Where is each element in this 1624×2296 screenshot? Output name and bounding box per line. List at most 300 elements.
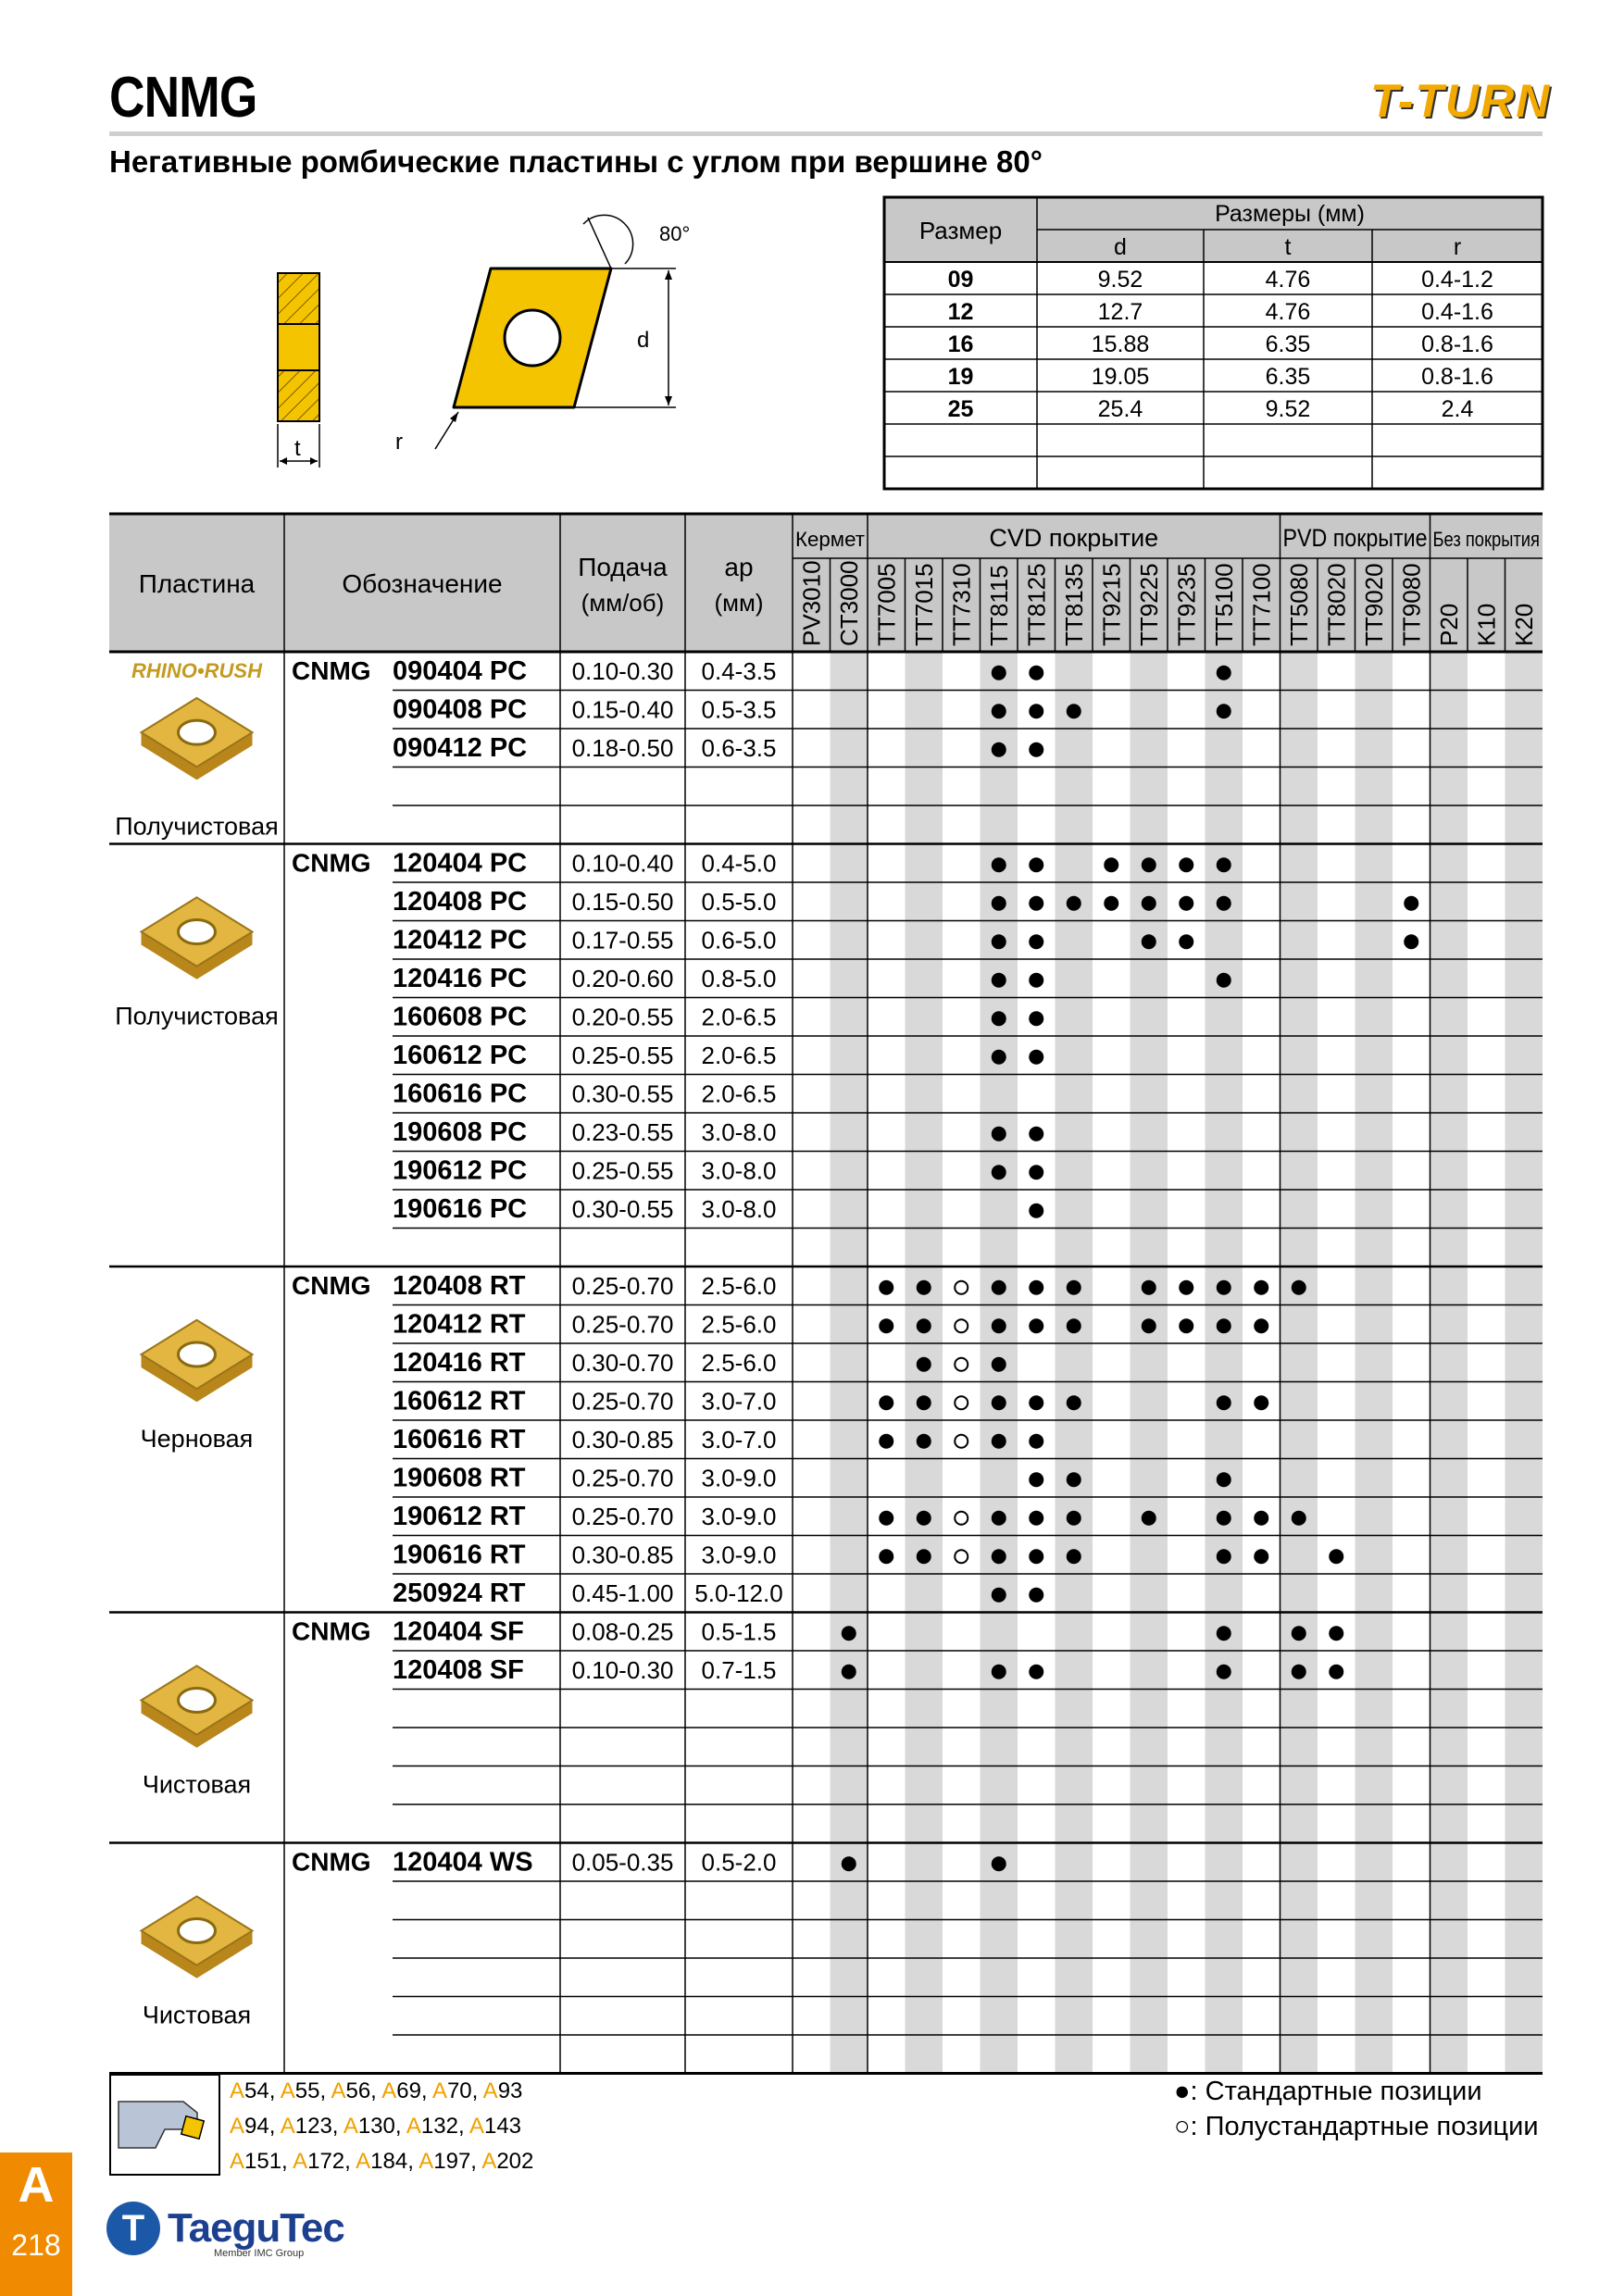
feed-value: 0.17-0.55 (571, 926, 674, 955)
page-reference-link[interactable]: A93 (482, 2078, 523, 2103)
standard-dot (992, 1549, 1006, 1564)
designation-code: 190608 PC (393, 1117, 528, 1147)
ap-value: 3.0-9.0 (701, 1541, 777, 1569)
standard-dot (1142, 1511, 1156, 1526)
ap-value: 3.0-8.0 (701, 1156, 777, 1185)
ap-value: 0.5-2.0 (701, 1848, 777, 1877)
feed-value: 0.08-0.25 (571, 1617, 674, 1646)
standard-dot (1292, 1280, 1306, 1295)
standard-dot (1029, 1204, 1043, 1218)
grade-name: TT9235 (1172, 563, 1201, 646)
header-plate: Пластина (138, 569, 256, 598)
reference-section-letter: A (468, 2114, 484, 2139)
standard-dot (1029, 857, 1043, 872)
section-label: Чистовая (142, 1770, 252, 1799)
standard-dot (992, 1588, 1006, 1603)
standard-dot (879, 1434, 893, 1449)
insert-hole (179, 1689, 216, 1713)
standard-dot (842, 1665, 856, 1679)
standard-dot (1179, 857, 1193, 872)
reference-section-letter: A (331, 2078, 346, 2103)
reference-section-letter: A (482, 2078, 498, 2103)
section-tab (0, 2152, 72, 2296)
feed-value: 0.30-0.70 (571, 1349, 674, 1377)
insert-hole (179, 720, 216, 744)
standard-dot (992, 934, 1006, 949)
section-label: Получистовая (115, 1002, 279, 1030)
standard-dot (1179, 896, 1193, 911)
designation-code: 160616 PC (393, 1079, 528, 1109)
standard-dot (1029, 704, 1043, 718)
page-reference-link[interactable]: A55, (280, 2078, 331, 2103)
standard-dot (992, 1395, 1006, 1410)
page-reference-link[interactable]: A132, (406, 2114, 469, 2139)
standard-dot (1067, 1280, 1081, 1295)
feed-value: 0.30-0.85 (571, 1541, 674, 1569)
standard-dot (1029, 934, 1043, 949)
standard-dot (992, 1011, 1006, 1026)
header-ap: ap (724, 553, 754, 581)
reference-section-letter: A (356, 2149, 371, 2174)
brand-logo: T-TURN (1370, 75, 1552, 127)
ap-value: 3.0-9.0 (701, 1464, 777, 1492)
header-ap-unit: (мм) (714, 589, 764, 617)
ap-value: 2.5-6.0 (701, 1272, 777, 1300)
feed-value: 0.25-0.70 (571, 1272, 674, 1300)
standard-dot (1029, 1472, 1043, 1487)
ap-value: 0.4-5.0 (701, 849, 777, 878)
designation-prefix: CNMG (292, 848, 371, 878)
standard-dot (1217, 1472, 1231, 1487)
ap-value: 0.6-5.0 (701, 926, 777, 955)
standard-dot (1292, 1665, 1306, 1679)
standard-dot (1217, 896, 1231, 911)
dims-r: 0.4-1.2 (1421, 267, 1493, 293)
standard-dot (1029, 1318, 1043, 1333)
section-label: Чистовая (142, 2001, 252, 2029)
standard-dot (1217, 666, 1231, 680)
standard-dot (1217, 973, 1231, 988)
grade-stripe (1056, 652, 1093, 2074)
designation-code: 090404 PC (393, 656, 528, 686)
section-label: Черновая (140, 1425, 254, 1453)
reference-section-letter: A (406, 2114, 421, 2139)
standard-dot (1067, 896, 1081, 911)
insert-hole (179, 920, 216, 944)
standard-dot (1029, 1050, 1043, 1065)
page-reference-link[interactable]: A184, (356, 2149, 419, 2174)
standard-dot (1029, 896, 1043, 911)
ap-value: 2.0-6.5 (701, 1003, 777, 1031)
standard-dot (917, 1395, 931, 1410)
grade-name: CT3000 (834, 560, 863, 646)
insert-photo-icon (142, 897, 253, 979)
designation-code: 120404 SF (393, 1616, 524, 1647)
standard-dot (1029, 1165, 1043, 1179)
standard-dot (992, 896, 1006, 911)
page-reference-link[interactable]: A70, (431, 2078, 483, 2103)
standard-dot (992, 704, 1006, 718)
standard-dot (1179, 934, 1193, 949)
dims-r: 2.4 (1441, 396, 1474, 422)
section-letter: A (18, 2157, 55, 2213)
designation-code: 120408 SF (393, 1655, 524, 1685)
standard-dot (879, 1395, 893, 1410)
dims-t: 4.76 (1265, 299, 1311, 325)
feed-value: 0.25-0.70 (571, 1387, 674, 1416)
dims-d: 9.52 (1097, 267, 1143, 293)
grade-name: TT5080 (1284, 563, 1313, 646)
dims-t: 4.76 (1265, 267, 1311, 293)
ap-value: 2.0-6.5 (701, 1042, 777, 1069)
standard-dot (917, 1318, 931, 1333)
ap-value: 0.5-3.5 (701, 695, 777, 724)
page-subtitle: Негативные ромбические пластины с углом при вершине 80° (109, 144, 1043, 179)
designation-prefix: CNMG (292, 1847, 371, 1877)
ap-value: 3.0-8.0 (701, 1118, 777, 1146)
feed-value: 0.10-0.30 (571, 1656, 674, 1684)
standard-dot (1329, 1665, 1343, 1679)
dim-r-label: r (395, 430, 403, 455)
feed-value: 0.23-0.55 (571, 1118, 674, 1146)
grade-name: TT7015 (909, 563, 938, 646)
reference-section-letter: A (418, 2149, 434, 2174)
page-reference-link[interactable]: A172, (293, 2149, 356, 2174)
dims-size: 19 (947, 364, 974, 390)
standard-dot (1404, 896, 1418, 911)
dims-col-d: d (1114, 234, 1127, 260)
designation-code: 190608 RT (393, 1463, 526, 1493)
ap-value: 0.5-5.0 (701, 888, 777, 916)
standard-dot (1029, 1395, 1043, 1410)
page-number: 218 (11, 2228, 61, 2262)
standard-dot (992, 1280, 1006, 1295)
reference-section-letter: A (280, 2078, 295, 2103)
standard-dot (1254, 1511, 1268, 1526)
standard-dot (992, 1318, 1006, 1333)
feed-value: 0.30-0.55 (571, 1079, 674, 1108)
reference-section-letter: A (280, 2114, 295, 2139)
standard-dot (1104, 896, 1118, 911)
grade-stripe (1280, 652, 1318, 2074)
standard-dot (1217, 704, 1231, 718)
page-reference-link[interactable]: A197, (418, 2149, 482, 2174)
dims-r: 0.8-1.6 (1421, 364, 1493, 390)
feed-value: 0.20-0.60 (571, 965, 674, 992)
grade-name: TT9020 (1359, 563, 1388, 646)
semi-standard-dot (955, 1435, 968, 1448)
grade-name: TT7310 (947, 563, 976, 646)
feed-value: 0.25-0.70 (571, 1310, 674, 1339)
insert-photo-icon (142, 1320, 253, 1402)
dims-d: 12.7 (1097, 299, 1143, 325)
legend (1174, 2074, 1539, 2144)
feed-value: 0.18-0.50 (571, 734, 674, 762)
standard-dot (1142, 1280, 1156, 1295)
page-reference-link[interactable]: A151, (230, 2149, 294, 2174)
grade-name: TT9225 (1134, 563, 1163, 646)
reference-line (230, 2144, 533, 2179)
feed-value: 0.30-0.55 (571, 1195, 674, 1223)
feed-value: 0.10-0.40 (571, 849, 674, 878)
page-reference-link[interactable]: A54, (230, 2078, 281, 2103)
designation-code: 090412 PC (393, 733, 528, 763)
semi-standard-dot (955, 1358, 968, 1371)
standard-dot (917, 1549, 931, 1564)
page-references (230, 2074, 533, 2179)
group-heading: Кермет (795, 528, 865, 551)
standard-dot (1217, 1395, 1231, 1410)
grade-stripe (1355, 652, 1393, 2074)
standard-dot (879, 1280, 893, 1295)
designation-code: 120408 RT (393, 1271, 526, 1301)
designation-code: 120408 PC (393, 887, 528, 917)
standard-dot (879, 1318, 893, 1333)
ap-value: 0.6-3.5 (701, 734, 777, 762)
dims-r: 0.4-1.6 (1421, 299, 1493, 325)
standard-dot (842, 1626, 856, 1641)
grade-name: TT7005 (872, 563, 901, 646)
standard-dot (1029, 973, 1043, 988)
standard-dot (992, 973, 1006, 988)
grade-name: TT7100 (1247, 563, 1276, 646)
designation-code: 120412 RT (393, 1309, 526, 1340)
filled-dot-icon: ● (1174, 2077, 1191, 2106)
insert-hole (179, 1342, 216, 1366)
grade-name: K20 (1509, 603, 1538, 646)
grade-stripe (1505, 652, 1543, 2074)
insert-photo-icon (142, 1896, 253, 1978)
reference-section-letter: A (293, 2149, 308, 2174)
grade-name: P20 (1434, 603, 1463, 646)
dims-size: 09 (947, 267, 974, 293)
designation-code: 190616 PC (393, 1194, 528, 1224)
hollow-dot-icon: ○ (1174, 2112, 1191, 2141)
page-reference-link[interactable]: A69, (381, 2078, 432, 2103)
standard-dot (1292, 1626, 1306, 1641)
grade-name: TT8135 (1059, 563, 1088, 646)
standard-dot (992, 1856, 1006, 1871)
reference-section-letter: A (343, 2114, 358, 2139)
dims-r: 0.8-1.6 (1421, 331, 1493, 357)
designation-code: 120416 RT (393, 1348, 526, 1378)
standard-dot (1067, 1549, 1081, 1564)
group-heading: PVD покрытие (1282, 524, 1428, 552)
insert-photo-icon (142, 1666, 253, 1747)
feed-value: 0.15-0.40 (571, 695, 674, 724)
grade-name: TT5100 (1209, 563, 1238, 646)
grade-name: TT8125 (1022, 563, 1051, 646)
header-feed: Подача (578, 553, 668, 581)
standard-dot (1029, 1665, 1043, 1679)
dims-t: 6.35 (1265, 364, 1311, 390)
ap-value: 0.4-3.5 (701, 657, 777, 685)
page-reference-link[interactable]: A130, (343, 2114, 406, 2139)
grade-name: TT9215 (1097, 563, 1126, 646)
dims-t: 6.35 (1265, 331, 1311, 357)
standard-dot (1142, 896, 1156, 911)
standard-dot (879, 1549, 893, 1564)
standard-dot (917, 1434, 931, 1449)
feed-value: 0.25-0.70 (571, 1464, 674, 1492)
dims-size: 25 (947, 396, 974, 422)
semi-standard-dot (955, 1319, 968, 1332)
standard-dot (1029, 1434, 1043, 1449)
standard-dot (1179, 1318, 1193, 1333)
feed-value: 0.25-0.55 (571, 1156, 674, 1185)
designation-code: 190612 RT (393, 1502, 526, 1531)
designation-code: 190612 PC (393, 1155, 528, 1186)
feed-value: 0.10-0.30 (571, 657, 674, 685)
semi-standard-dot (955, 1512, 968, 1525)
standard-dot (917, 1280, 931, 1295)
page-reference-link[interactable]: A56, (331, 2078, 382, 2103)
standard-dot (1142, 857, 1156, 872)
standard-dot (1029, 1549, 1043, 1564)
ap-value: 3.0-8.0 (701, 1195, 777, 1223)
standard-dot (992, 1511, 1006, 1526)
page-title: CNMG (109, 66, 257, 130)
semi-standard-dot (955, 1396, 968, 1409)
dims-size: 16 (947, 331, 974, 357)
dims-col-t: t (1284, 234, 1292, 260)
ap-value: 2.0-6.5 (701, 1079, 777, 1108)
grade-stripe (1430, 652, 1468, 2074)
feed-value: 0.45-1.00 (571, 1579, 674, 1607)
rhino-rush-badge: RHINO•RUSH (131, 659, 262, 682)
standard-dot (1217, 1626, 1231, 1641)
standard-dot (1404, 934, 1418, 949)
page-reference-link[interactable]: A123, (280, 2114, 344, 2139)
dims-header-dims: Размеры (мм) (1215, 201, 1365, 227)
reference-section-letter: A (481, 2149, 497, 2174)
semi-standard-dot (955, 1281, 968, 1294)
legend-semi: : Полустандартные позиции (1190, 2112, 1539, 2141)
reference-section-letter: A (381, 2078, 397, 2103)
standard-dot (1067, 1318, 1081, 1333)
standard-dot (992, 1050, 1006, 1065)
designation-code: 160608 PC (393, 1002, 528, 1032)
standard-dot (992, 1665, 1006, 1679)
designation-code: 250924 RT (393, 1578, 526, 1608)
standard-dot (1179, 1280, 1193, 1295)
insert-photo-icon (142, 698, 253, 780)
ap-value: 0.8-5.0 (701, 965, 777, 992)
company-member: Member IMC Group (214, 2248, 305, 2259)
feed-value: 0.15-0.50 (571, 888, 674, 916)
standard-dot (1142, 934, 1156, 949)
standard-dot (1067, 704, 1081, 718)
holder-reference-icon (109, 2074, 220, 2176)
designation-code: 160612 PC (393, 1041, 528, 1070)
standard-dot (992, 666, 1006, 680)
designation-code: 120416 PC (393, 964, 528, 993)
standard-dot (842, 1856, 856, 1871)
standard-dot (1029, 1011, 1043, 1026)
ap-value: 3.0-9.0 (701, 1503, 777, 1530)
reference-line (230, 2074, 533, 2109)
insert-hole (179, 1919, 216, 1943)
dim-t-label: t (294, 436, 301, 461)
standard-dot (1217, 1318, 1231, 1333)
dims-d: 25.4 (1097, 396, 1143, 422)
reference-section-letter: A (431, 2078, 447, 2103)
designation-code: 120404 WS (393, 1847, 533, 1878)
ap-value: 5.0-12.0 (694, 1579, 783, 1607)
standard-dot (1254, 1280, 1268, 1295)
grade-name: K10 (1472, 603, 1501, 646)
designation-code: 120404 PC (393, 848, 528, 879)
standard-dot (1067, 1472, 1081, 1487)
feed-value: 0.30-0.85 (571, 1426, 674, 1454)
standard-dot (1029, 1127, 1043, 1142)
standard-dot (992, 1127, 1006, 1142)
standard-dot (1254, 1318, 1268, 1333)
page-reference-link[interactable]: A143 (468, 2114, 522, 2139)
grade-name: TT8020 (1322, 563, 1351, 646)
standard-dot (1217, 1280, 1231, 1295)
standard-dot (1067, 1395, 1081, 1410)
dims-header-size: Размер (918, 217, 1003, 244)
feed-value: 0.25-0.55 (571, 1042, 674, 1069)
grade-name: TT9080 (1397, 563, 1426, 646)
reference-section-letter: A (230, 2149, 245, 2174)
legend-standard: : Стандартные позиции (1190, 2077, 1482, 2106)
group-heading: Без покрытия (1432, 528, 1540, 551)
standard-dot (1029, 666, 1043, 680)
designation-code: 190616 RT (393, 1540, 526, 1570)
standard-dot (992, 1434, 1006, 1449)
page-reference-link[interactable]: A202 (481, 2149, 534, 2174)
feed-value: 0.05-0.35 (571, 1848, 674, 1877)
standard-dot (879, 1511, 893, 1526)
reference-section-letter: A (230, 2078, 245, 2103)
standard-dot (992, 1165, 1006, 1179)
taegutec-mark-icon: T (106, 2202, 160, 2255)
semi-standard-dot (955, 1550, 968, 1563)
standard-dot (1217, 857, 1231, 872)
standard-dot (1329, 1626, 1343, 1641)
dims-d: 19.05 (1091, 364, 1150, 390)
reference-line (230, 2109, 533, 2144)
standard-dot (992, 1357, 1006, 1372)
standard-dot (1217, 1665, 1231, 1679)
standard-dot (1029, 1588, 1043, 1603)
ap-value: 2.5-6.0 (701, 1349, 777, 1377)
angle-label: 80° (659, 222, 691, 245)
standard-dot (1329, 1549, 1343, 1564)
standard-dot (1067, 1511, 1081, 1526)
designation-code: 090408 PC (393, 694, 528, 725)
reference-section-letter: A (230, 2114, 245, 2139)
designation-prefix: CNMG (292, 656, 371, 685)
dims-d: 15.88 (1091, 331, 1150, 357)
feed-value: 0.25-0.70 (571, 1503, 674, 1530)
standard-dot (992, 857, 1006, 872)
dims-size: 12 (947, 299, 974, 325)
ap-value: 0.5-1.5 (701, 1617, 777, 1646)
feed-value: 0.20-0.55 (571, 1003, 674, 1031)
header-feed-unit: (мм/об) (581, 589, 665, 617)
standard-dot (1217, 1549, 1231, 1564)
ap-value: 3.0-7.0 (701, 1426, 777, 1454)
designation-prefix: CNMG (292, 1616, 371, 1646)
designation-code: 120412 PC (393, 925, 528, 955)
standard-dot (917, 1357, 931, 1372)
standard-dot (1029, 1511, 1043, 1526)
page-reference-link[interactable]: A94, (230, 2114, 281, 2139)
standard-dot (1292, 1511, 1306, 1526)
